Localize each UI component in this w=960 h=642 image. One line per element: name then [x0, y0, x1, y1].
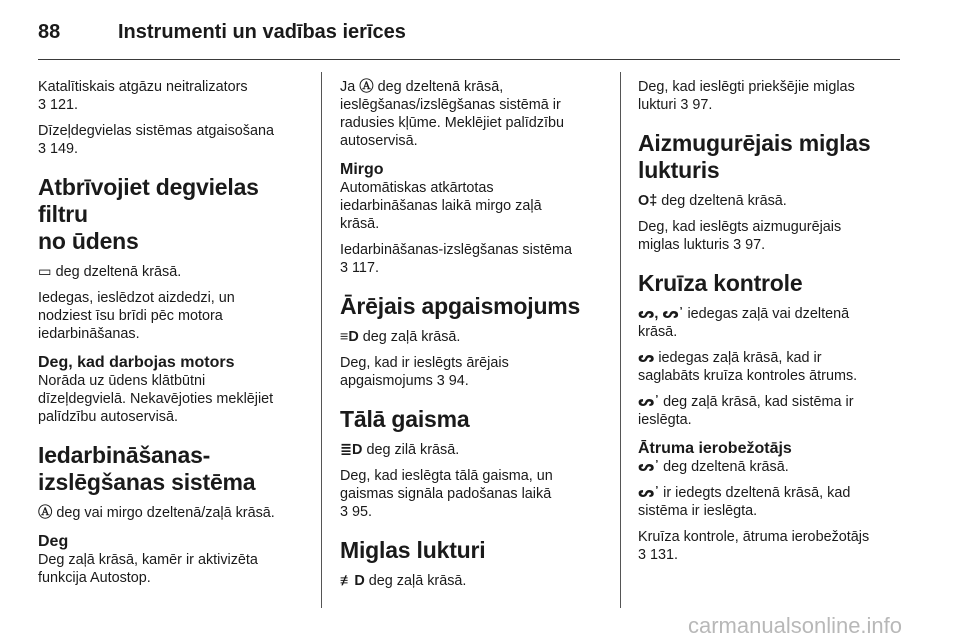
text: gaismas signāla padošanas laikā	[340, 486, 552, 502]
paragraph	[38, 122, 314, 158]
paragraph	[340, 354, 608, 390]
text: iedarbināšanas.	[38, 326, 140, 342]
text: Deg, kad ieslēgta tālā gaisma, un	[340, 468, 553, 484]
paragraph	[340, 241, 608, 277]
text: Automātiskas atkārtotas	[340, 180, 494, 196]
text: Dīzeļdegvielas sistēmas atgaisošana	[38, 123, 274, 139]
heading-line: Iedarbināšanas-	[38, 442, 211, 468]
text: autoservisā.	[340, 133, 418, 149]
text: saglabāts kruīza kontroles ātrums.	[638, 368, 858, 384]
text: ir iedegts dzeltenā krāsā, kad	[659, 485, 851, 501]
section-heading	[638, 130, 906, 184]
paragraph	[340, 467, 608, 521]
text: lukturi 3 97.	[638, 97, 713, 113]
heading-line: Atbrīvojiet degvielas filtru	[38, 174, 259, 227]
column-2	[340, 78, 608, 598]
paragraph	[38, 504, 314, 522]
paragraph	[38, 78, 314, 114]
paragraph	[38, 551, 314, 587]
text: ieslēgta.	[638, 412, 692, 428]
fuel-filter-water-icon: ▭	[38, 264, 52, 280]
paragraph	[638, 349, 906, 385]
text: deg dzeltenā krāsā.	[51, 264, 182, 280]
rear-fog-light-icon: O‡	[638, 193, 658, 209]
speed-limiter-icon: ᔕ᾿	[638, 459, 660, 475]
paragraph	[638, 528, 906, 564]
paragraph	[38, 263, 314, 281]
paragraph	[340, 328, 608, 346]
exterior-light-icon: ≡D	[340, 329, 359, 345]
page-reference-link[interactable]: 3 131.	[638, 547, 679, 563]
text: krāsā.	[340, 216, 380, 232]
text: deg zaļā krāsā.	[358, 329, 461, 345]
text: Katalītiskais atgāzu neitralizators	[38, 79, 248, 95]
section-heading: Tālā gaisma	[340, 406, 470, 432]
text: Deg zaļā krāsā, kamēr ir aktivizēta	[38, 552, 258, 568]
text: Norāda uz ūdens klātbūtni	[38, 373, 206, 389]
page-reference-link[interactable]: 3 149.	[38, 141, 79, 157]
text: apgaismojums 3 94.	[340, 373, 469, 389]
text: Ja	[340, 79, 360, 95]
watermark: carmanualsonline.info	[688, 613, 903, 638]
paragraph	[340, 179, 608, 233]
page-header	[38, 20, 900, 60]
text: funkcija Autostop.	[38, 570, 151, 586]
paragraph	[638, 192, 906, 210]
page-title: Instrumenti un vadības ierīces	[118, 21, 406, 43]
page-reference-link[interactable]: 3 95.	[340, 504, 373, 520]
paragraph	[638, 458, 906, 476]
heading-line: Aizmugurējais miglas	[638, 130, 871, 156]
autostop-icon: Ⓐ	[359, 79, 374, 95]
paragraph	[38, 289, 314, 343]
text: krāsā.	[638, 324, 678, 340]
paragraph	[638, 78, 906, 114]
page-number: 88	[38, 21, 61, 43]
paragraph	[638, 484, 906, 520]
paragraph	[38, 372, 314, 426]
section-heading	[38, 442, 314, 496]
cruise-control-icon: ᔕ, ᔕ᾿	[638, 306, 684, 322]
text: deg zaļā krāsā.	[364, 573, 467, 589]
subsection-heading: Mirgo	[340, 161, 384, 178]
cruise-control-active-icon: ᔕ᾿	[638, 394, 660, 410]
column-divider	[620, 72, 621, 608]
subsection-heading: Deg	[38, 533, 69, 550]
text: dīzeļdegvielā. Nekavējoties meklējiet	[38, 391, 274, 407]
text: deg dzeltenā krāsā.	[659, 459, 789, 475]
speed-limiter-icon: ᔕ᾿	[638, 485, 660, 501]
text: sistēma ir ieslēgta.	[638, 503, 758, 519]
text: Deg, kad ir ieslēgts ārējais	[340, 355, 509, 371]
header-rule	[38, 59, 900, 60]
section-heading	[38, 174, 314, 255]
text: deg dzeltenā krāsā.	[657, 193, 787, 209]
paragraph	[638, 393, 906, 429]
text: Iedarbināšanas-izslēgšanas sistēma	[340, 242, 572, 258]
paragraph	[340, 441, 608, 459]
text: palīdzību autoservisā.	[38, 409, 178, 425]
heading-line: no ūdens	[38, 228, 139, 254]
autostop-icon: Ⓐ	[38, 505, 53, 521]
heading-line: lukturis	[638, 157, 720, 183]
text: Deg, kad ieslēgts aizmugurējais	[638, 219, 842, 235]
cruise-control-icon: ᔕ	[638, 350, 655, 366]
text: iedarbināšanas laikā mirgo zaļā	[340, 198, 542, 214]
text: iedegas zaļā krāsā, kad ir	[654, 350, 822, 366]
paragraph	[340, 78, 608, 150]
text: deg vai mirgo dzeltenā/zaļā krāsā.	[52, 505, 275, 521]
paragraph	[638, 218, 906, 254]
paragraph	[638, 305, 906, 341]
column-1	[38, 78, 314, 595]
column-divider	[321, 72, 322, 608]
column-3	[638, 78, 906, 572]
high-beam-icon: ≣D	[340, 442, 363, 458]
text: iedegas zaļā vai dzeltenā	[683, 306, 850, 322]
text: radusies kļūme. Meklējiet palīdzību	[340, 115, 564, 131]
page-reference-link[interactable]: 3 117.	[340, 260, 379, 276]
heading-line: izslēgšanas sistēma	[38, 469, 256, 495]
text: Deg, kad ieslēgti priekšējie miglas	[638, 79, 855, 95]
text: ieslēgšanas/izslēgšanas sistēmā ir	[340, 97, 561, 113]
text: deg zaļā krāsā, kad sistēma ir	[659, 394, 854, 410]
text: Kruīza kontrole, ātruma ierobežotājs	[638, 529, 870, 545]
section-heading: Ārējais apgaismojums	[340, 293, 581, 319]
text: Iedegas, ieslēdzot aizdedzi, un	[38, 290, 235, 306]
paragraph	[340, 572, 608, 590]
text: nodziest īsu brīdi pēc motora	[38, 308, 223, 324]
subsection-heading: Deg, kad darbojas motors	[38, 354, 235, 371]
text: deg dzeltenā krāsā,	[373, 79, 504, 95]
front-fog-light-icon: ≢D	[340, 573, 365, 589]
section-heading: Miglas lukturi	[340, 537, 486, 563]
subsection-heading: Ātruma ierobežotājs	[638, 440, 792, 457]
text: deg zilā krāsā.	[362, 442, 460, 458]
text: miglas lukturis 3 97.	[638, 237, 766, 253]
page-reference-link[interactable]: 3 121.	[38, 97, 79, 113]
section-heading: Kruīza kontrole	[638, 270, 803, 296]
